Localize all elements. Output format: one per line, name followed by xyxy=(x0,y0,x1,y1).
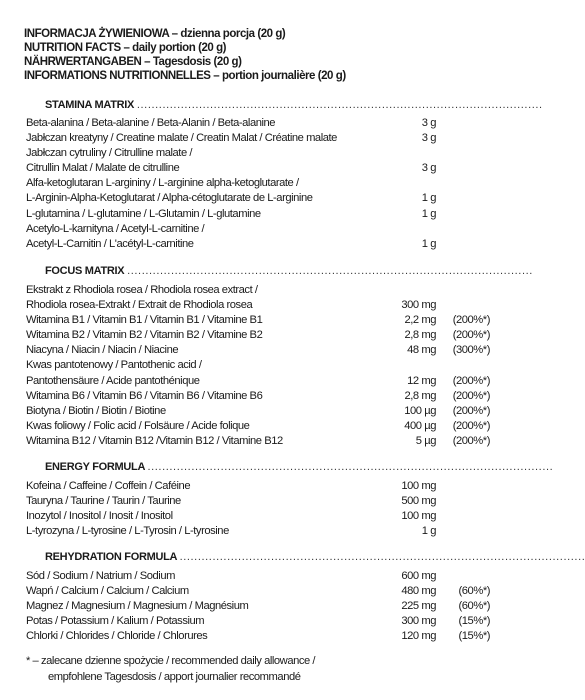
nutrient-row xyxy=(26,146,496,161)
nutrient-name: Witamina B1 / Vitamin B1 / Vitamin B1 / Vitamine B1 xyxy=(26,314,263,327)
nutrient-amount: 2,2 mg xyxy=(404,314,436,327)
nutrient-row xyxy=(26,419,496,434)
nutrient-daily-value: (200%*) xyxy=(452,374,490,387)
nutrient-amount: 400 µg xyxy=(404,419,436,432)
nutrient-amount: 1 g xyxy=(421,525,436,538)
nutrient-row xyxy=(26,131,496,146)
nutrient-amount: 5 µg xyxy=(415,434,436,447)
nutrient-daily-value: (200%*) xyxy=(452,389,490,402)
nutrient-row xyxy=(26,389,496,404)
nutrient-row xyxy=(26,298,496,313)
nutrient-row xyxy=(26,176,496,191)
nutrient-row xyxy=(26,222,496,237)
nutrient-daily-value: (15%*) xyxy=(458,630,490,643)
nutrient-name: Kofeina / Caffeine / Coffein / Caféine xyxy=(26,480,191,492)
nutrient-row xyxy=(26,191,496,206)
nutrient-name: Rhodiola rosea-Extrakt / Extrait de Rhodiola rosea xyxy=(26,299,253,312)
nutrient-amount: 120 mg xyxy=(401,630,436,643)
nutrient-row xyxy=(26,494,496,509)
nutrient-row xyxy=(26,434,496,449)
nutrient-name: Magnez / Magnesium / Magnesium / Magnésium xyxy=(26,600,249,613)
nutrient-name: Jabłczan kreatyny / Creatine malate / Creatin Malat / Créatine malate xyxy=(26,132,337,145)
section-title-stamina: STAMINA MATRIX ............................................................................................................... xyxy=(45,99,543,111)
nutrient-row xyxy=(26,374,496,389)
nutrient-row xyxy=(26,584,496,599)
nutrient-row xyxy=(26,207,496,222)
nutrient-name: Witamina B12 / Vitamin B12 /Vitamin B12 / Vitamine B12 xyxy=(26,434,283,447)
nutrient-amount: 100 µg xyxy=(404,404,436,417)
section-rows-rehydration xyxy=(26,569,496,644)
label-headers xyxy=(24,27,494,83)
nutrient-amount: 1 g xyxy=(421,237,436,250)
section-title-rehydration: REHYDRATION FORMULA ............................................................................................................... xyxy=(45,551,585,563)
nutrient-amount: 12 mg xyxy=(407,374,436,387)
nutrient-name: Acetyl-L-Carnitin / L'acétyl-L-carnitine xyxy=(26,237,194,250)
leader-dots: ............................................................................................................... xyxy=(179,551,585,563)
nutrient-name: Witamina B6 / Vitamin B6 / Vitamin B6 / Vitamine B6 xyxy=(26,389,263,402)
nutrient-name: Tauryna / Taurine / Taurin / Taurine xyxy=(26,495,181,508)
nutrient-amount: 300 mg xyxy=(401,299,436,312)
footnote-line-1: * – zalecane dzienne spożycie / recommended daily allowance / xyxy=(26,655,316,667)
nutrient-name: Pantothensäure / Acide pantothénique xyxy=(26,374,200,387)
nutrient-name: Acetylo-L-karnityna / Acetyl-L-carnitine / xyxy=(26,222,205,235)
nutrient-amount: 500 mg xyxy=(401,495,436,508)
nutrient-name: L-Arginin-Alpha-Ketoglutarat / Alpha-cétoglutarate de L-arginine xyxy=(26,192,313,205)
section-rows-stamina xyxy=(26,116,496,252)
nutrient-amount: 225 mg xyxy=(401,600,436,613)
nutrient-daily-value: (200%*) xyxy=(452,419,490,432)
header-polish: INFORMACJA ŻYWIENIOWA – dzienna porcja (20 g) xyxy=(24,28,286,40)
nutrient-name: Biotyna / Biotin / Biotin / Biotine xyxy=(26,404,166,417)
nutrient-row xyxy=(26,524,496,539)
nutrient-amount: 600 mg xyxy=(401,570,436,582)
nutrient-name: L-tyrozyna / L-tyrosine / L-Tyrosin / L-tyrosine xyxy=(26,525,229,538)
nutrient-row xyxy=(26,313,496,328)
nutrient-amount: 2,8 mg xyxy=(404,329,436,342)
nutrient-row xyxy=(26,283,496,298)
nutrient-daily-value: (200%*) xyxy=(452,434,490,447)
nutrient-amount: 3 g xyxy=(421,117,436,129)
nutrient-name: Kwas foliowy / Folic acid / Folsäure / Acide folique xyxy=(26,419,250,432)
header-french: INFORMATIONS NUTRITIONNELLES – portion journalière (20 g) xyxy=(24,70,346,82)
nutrient-amount: 1 g xyxy=(421,207,436,220)
nutrient-name: Witamina B2 / Vitamin B2 / Vitamin B2 / Vitamine B2 xyxy=(26,329,263,342)
nutrient-daily-value: (200%*) xyxy=(452,314,490,327)
nutrient-row xyxy=(26,358,496,373)
nutrient-daily-value: (15%*) xyxy=(458,615,490,628)
nutrient-amount: 480 mg xyxy=(401,585,436,598)
nutrient-row xyxy=(26,599,496,614)
nutrient-amount: 3 g xyxy=(421,162,436,175)
nutrient-row xyxy=(26,479,496,494)
leader-dots: ............................................................................................................... xyxy=(147,461,554,473)
nutrient-name: Alfa-ketoglutaran L-argininy / L-arginine alpha-ketoglutarate / xyxy=(26,177,299,190)
nutrient-row xyxy=(26,404,496,419)
nutrient-row xyxy=(26,569,496,584)
footnote-line-2: empfohlene Tagesdosis / apport journalier recommandé xyxy=(48,670,301,683)
nutrient-name: Potas / Potassium / Kalium / Potassium xyxy=(26,615,205,628)
nutrient-name: Sód / Sodium / Natrium / Sodium xyxy=(26,570,175,582)
nutrient-amount: 3 g xyxy=(421,132,436,145)
header-english: NUTRITION FACTS – daily portion (20 g) xyxy=(24,42,227,54)
nutrient-name: Inozytol / Inositol / Inosit / Inositol xyxy=(26,510,173,523)
nutrient-row xyxy=(26,614,496,629)
section-rows-focus xyxy=(26,283,496,449)
nutrient-daily-value: (60%*) xyxy=(458,600,490,613)
nutrient-row xyxy=(26,343,496,358)
nutrient-amount: 1 g xyxy=(421,192,436,205)
nutrient-name: Beta-alanina / Beta-alanine / Beta-Alanin / Beta-alanine xyxy=(26,117,276,129)
nutrient-daily-value: (300%*) xyxy=(452,344,490,357)
nutrient-row xyxy=(26,161,496,176)
nutrient-name: Jabłczan cytruliny / Citrulline malate / xyxy=(26,147,193,160)
nutrient-name: Kwas pantotenowy / Pantothenic acid / xyxy=(26,359,202,372)
nutrient-name: L-glutamina / L-glutamine / L-Glutamin / L-glutamine xyxy=(26,207,261,220)
nutrient-name: Chlorki / Chlorides / Chloride / Chlorures xyxy=(26,630,208,643)
nutrient-amount: 100 mg xyxy=(401,510,436,523)
nutrient-daily-value: (200%*) xyxy=(452,329,490,342)
nutrient-amount: 48 mg xyxy=(407,344,436,357)
leader-dots: ............................................................................................................... xyxy=(136,99,543,111)
nutrient-amount: 2,8 mg xyxy=(404,389,436,402)
nutrient-row xyxy=(26,328,496,343)
section-title-energy: ENERGY FORMULA ............................................................................................................... xyxy=(45,461,554,473)
nutrient-name: Wapń / Calcium / Calcium / Calcium xyxy=(26,585,189,598)
nutrient-row xyxy=(26,629,496,644)
nutrient-amount: 300 mg xyxy=(401,615,436,628)
nutrient-name: Niacyna / Niacin / Niacin / Niacine xyxy=(26,344,179,357)
leader-dots: ............................................................................................................... xyxy=(127,265,533,277)
nutrient-daily-value: (60%*) xyxy=(458,585,490,598)
section-rows-energy xyxy=(26,479,496,539)
nutrient-name: Citrullin Malat / Malate de citrulline xyxy=(26,162,180,175)
nutrient-amount: 100 mg xyxy=(401,480,436,492)
nutrient-row xyxy=(26,237,496,252)
nutrient-daily-value: (200%*) xyxy=(452,404,490,417)
header-german: NÄHRWERTANGABEN – Tagesdosis (20 g) xyxy=(24,56,242,68)
nutrient-row xyxy=(26,116,496,131)
nutrient-name: Ekstrakt z Rhodiola rosea / Rhodiola rosea extract / xyxy=(26,284,258,296)
footnote xyxy=(26,654,486,685)
section-title-focus: FOCUS MATRIX ............................................................................................................... xyxy=(45,265,533,277)
nutrient-row xyxy=(26,509,496,524)
